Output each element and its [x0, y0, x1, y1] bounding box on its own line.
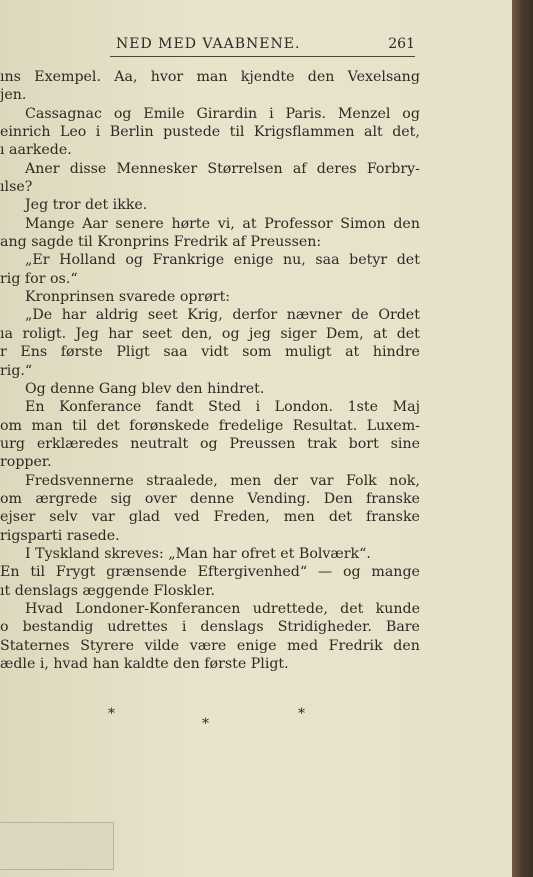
book-spine: [512, 0, 533, 877]
text-line: r Ens første Pligt saa vidt som muligt at hindre: [0, 344, 420, 361]
text-line: ı aarkede.: [0, 142, 72, 159]
text-line: I Tyskland skreves: „Man har ofret et Bolværk“.: [25, 545, 371, 562]
text-line: ang sagde til Kronprins Fredrik af Preussen:: [0, 234, 322, 251]
text-line: Aner disse Mennesker Størrelsen af deres Forbry-: [25, 160, 420, 177]
text-line: ıa roligt. Jeg har seet den, og jeg siger Dem, at det: [0, 325, 420, 342]
text-line: einrich Leo i Berlin pustede til Krigsflammen alt det,: [0, 124, 420, 141]
text-line: ıt denslags æggende Floskler.: [0, 582, 216, 599]
text-line: om ærgrede sig over denne Vending. Den franske: [0, 490, 420, 507]
text-line: ejser selv var glad ved Freden, men det franske: [0, 509, 420, 526]
text-line: ılse?: [0, 179, 33, 196]
library-stamp: [0, 822, 114, 870]
text-line: En Konferance fandt Sted i London. 1ste Maj: [25, 399, 420, 416]
text-line: Jeg tror det ikke.: [25, 197, 148, 214]
text-line: Mange Aar senere hørte vi, at Professor Simon den: [25, 215, 420, 232]
running-head: NED MED VAABNENE.: [116, 36, 301, 52]
text-line: Og denne Gang blev den hindret.: [25, 380, 265, 397]
separator-star: *: [298, 706, 305, 722]
section-separator: [0, 706, 420, 736]
text-line: urg erklæredes neutralt og Preussen trak bort sine: [0, 435, 420, 452]
page-number: 261: [388, 36, 415, 52]
text-line: rig for os.“: [0, 270, 78, 287]
text-line: ædle i, hvad han kaldte den første Pligt.: [0, 656, 289, 672]
text-line: rig.“: [0, 362, 33, 379]
text-line: om man til det forønskede fredelige Resultat. Luxem-: [0, 417, 420, 434]
text-line: „Er Holland og Frankrige enige nu, saa betyr det: [25, 252, 420, 269]
text-line: rigsparti rasede.: [0, 527, 120, 544]
text-line: ropper.: [0, 454, 52, 471]
text-line: Fredsvennerne straalede, men der var Folk nok,: [25, 472, 420, 489]
page-header: [110, 34, 415, 57]
text-line: ıns Exempel. Aa, hvor man kjendte den Vexelsang: [0, 69, 420, 85]
separator-star: *: [202, 716, 209, 732]
text-line: jen.: [0, 87, 27, 104]
text-line: Kronprinsen svarede oprørt:: [25, 289, 231, 306]
separator-star: *: [108, 706, 115, 722]
body-text: [0, 68, 420, 673]
text-line: Hvad Londoner-Konferancen udrettede, det kunde: [25, 600, 420, 617]
text-line: „De har aldrig seet Krig, derfor nævner de Ordet: [25, 307, 420, 324]
text-line: Staternes Styrere vilde være enige med Fredrik den: [0, 637, 420, 654]
text-line: o bestandig udrettes i denslags Stridigheder. Bare: [0, 619, 420, 636]
text-line: Cassagnac og Emile Girardin i Paris. Menzel og: [25, 105, 420, 122]
text-line: En til Frygt grænsende Eftergivenhed“ — og mange: [0, 564, 420, 581]
